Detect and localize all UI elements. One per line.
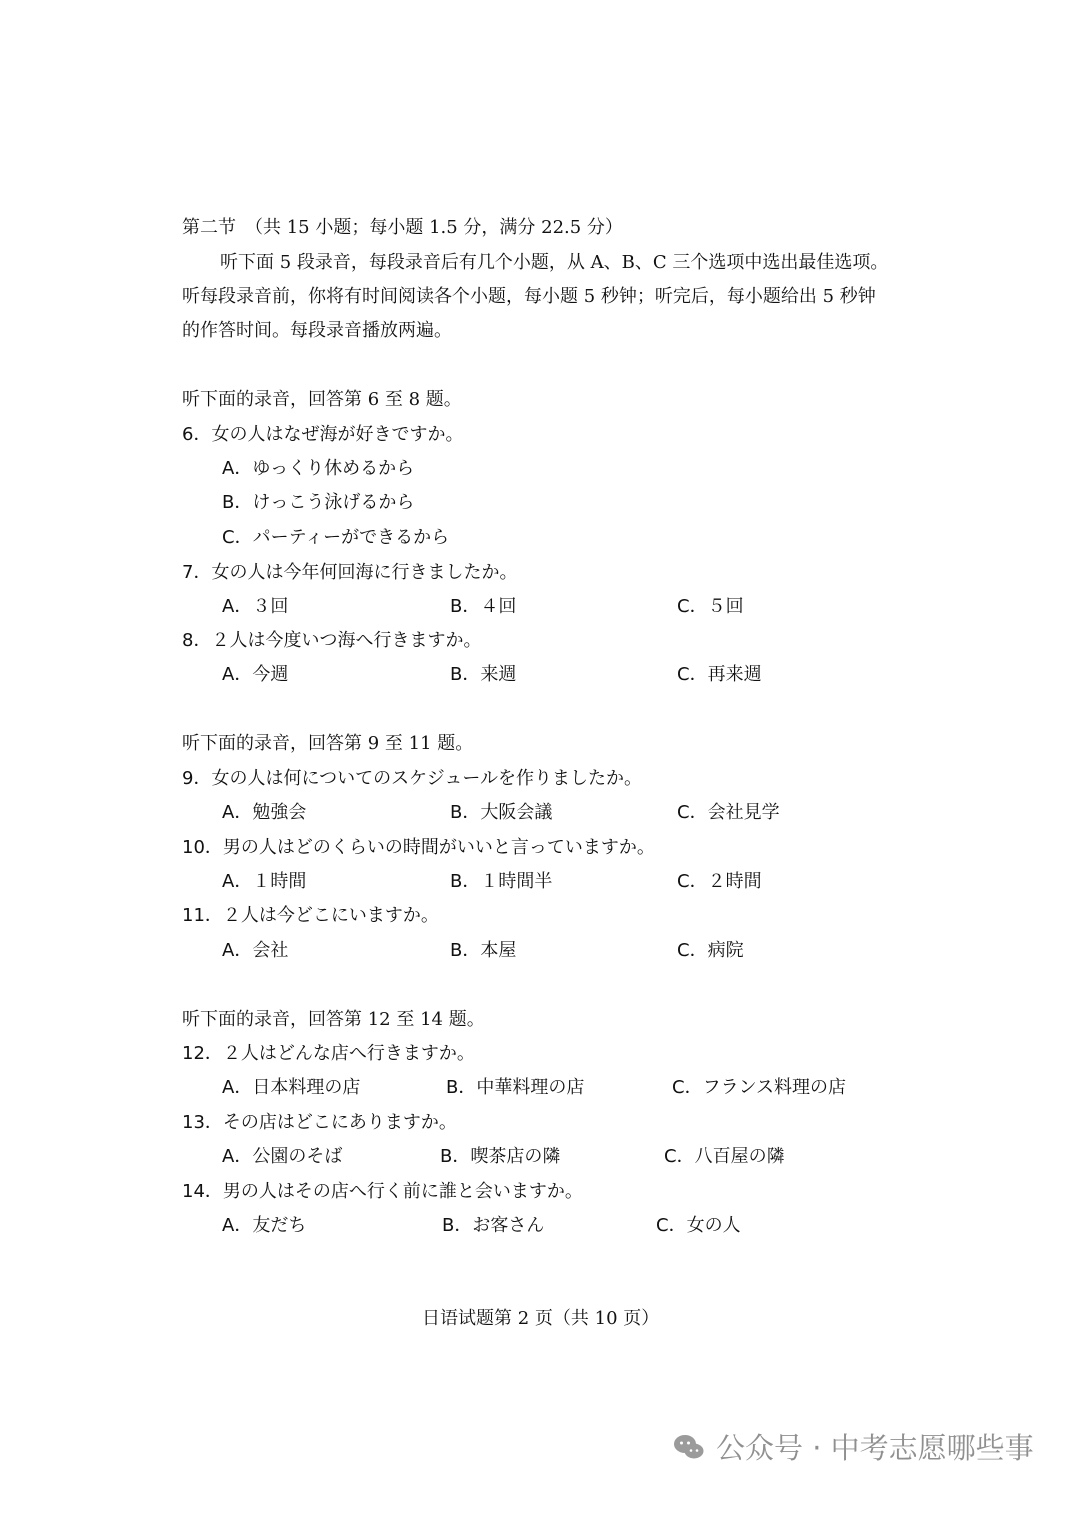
question-9-option-c: C．会社見学 — [677, 802, 780, 823]
question-10: 10．男の人はどのくらいの時間がいいと言っていますか。 — [182, 837, 655, 858]
question-9: 9．女の人は何についてのスケジュールを作りましたか。 — [182, 768, 643, 789]
page-footer: 日语试题第 2 页（共 10 页） — [422, 1308, 660, 1329]
question-8-option-a: A．今週 — [222, 664, 289, 685]
question-7: 7．女の人は今年何回海に行きましたか。 — [182, 562, 518, 583]
question-11-option-b: B．本屋 — [450, 940, 517, 961]
question-12: 12．２人はどんな店へ行きますか。 — [182, 1043, 475, 1064]
question-11-option-c: C．病院 — [677, 940, 744, 961]
question-13-option-b: B．喫茶店の隣 — [440, 1146, 561, 1167]
question-10-option-b: B．１時間半 — [450, 871, 553, 892]
question-14-option-b: B．お客さん — [442, 1215, 545, 1236]
question-7-option-b: B．４回 — [450, 596, 517, 617]
question-14-option-c: C．女の人 — [656, 1215, 741, 1236]
group-2-intro: 听下面的录音，回答第 9 至 11 题。 — [182, 733, 474, 754]
question-13: 13．その店はどこにありますか。 — [182, 1112, 457, 1133]
instruction-line-3: 的作答时间。每段录音播放两遍。 — [182, 320, 452, 341]
question-12-option-b: B．中華料理の店 — [446, 1077, 585, 1098]
question-6-option-a: A．ゆっくり休めるから — [222, 458, 415, 479]
question-12-option-a: A．日本料理の店 — [222, 1077, 361, 1098]
question-14-option-a: A．友だち — [222, 1215, 307, 1236]
group-3-intro: 听下面的录音，回答第 12 至 14 题。 — [182, 1009, 485, 1030]
question-8: 8．２人は今度いつ海へ行きますか。 — [182, 630, 482, 651]
question-12-option-c: C．フランス料理の店 — [672, 1077, 847, 1098]
question-6: 6．女の人はなぜ海が好きですか。 — [182, 424, 464, 445]
question-13-option-c: C．八百屋の隣 — [664, 1146, 785, 1167]
question-8-option-b: B．来週 — [450, 664, 517, 685]
question-10-option-c: C．２時間 — [677, 871, 762, 892]
question-7-option-a: A．３回 — [222, 596, 289, 617]
question-14: 14．男の人はその店へ行く前に誰と会いますか。 — [182, 1181, 583, 1202]
question-9-option-b: B．大阪会議 — [450, 802, 553, 823]
section-header: 第二节 （共 15 小题；每小题 1.5 分，满分 22.5 分） — [182, 217, 623, 238]
question-13-option-a: A．公園のそば — [222, 1146, 343, 1167]
question-11-option-a: A．会社 — [222, 940, 289, 961]
instruction-line-1: 听下面 5 段录音，每段录音后有几个小题，从 A、B、C 三个选项中选出最佳选项。 — [220, 252, 889, 273]
question-6-option-c: C．パーティーができるから — [222, 527, 450, 548]
instruction-line-2: 听每段录音前，你将有时间阅读各个小题，每小题 5 秒钟；听完后，每小题给出 5 秒钟 — [182, 286, 876, 307]
group-1-intro: 听下面的录音，回答第 6 至 8 题。 — [182, 389, 462, 410]
question-6-option-b: B．けっこう泳げるから — [222, 492, 415, 513]
watermark-text: 公众号 · 中考志愿哪些事 — [716, 1431, 1034, 1465]
question-10-option-a: A．１時間 — [222, 871, 307, 892]
question-8-option-c: C．再来週 — [677, 664, 762, 685]
wechat-icon — [672, 1433, 706, 1463]
question-9-option-a: A．勉強会 — [222, 802, 307, 823]
watermark — [672, 1431, 1034, 1465]
question-11: 11．２人は今どこにいますか。 — [182, 905, 439, 926]
question-7-option-c: C．５回 — [677, 596, 744, 617]
